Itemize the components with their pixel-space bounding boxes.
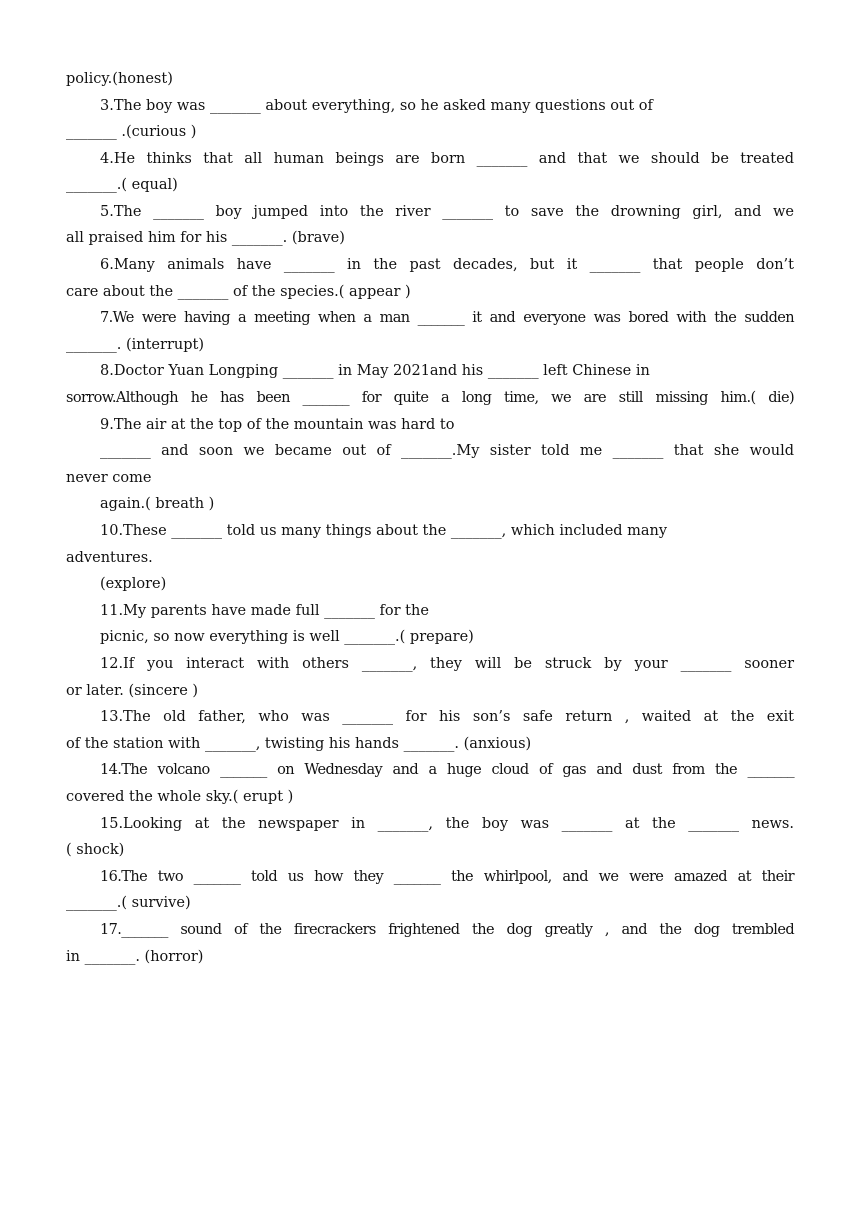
question-15-line-1: 15.Looking at the newspaper in _______, the boy was _______ at the _______ news. [100,816,794,832]
question-16-line-2: _______.( survive) [66,895,191,911]
question-9-line-2: _______ and soon we became out of _______.My sister told me _______ that she would [100,443,794,459]
question-11-line-1: 11.My parents have made full _______ for the [100,603,429,619]
question-3-line-2: _______ .(curious ) [66,124,197,140]
question-10-line-1: 10.These _______ told us many things about the _______, which included many [100,523,668,539]
question-5-line-2: all praised him for his _______. (brave) [66,230,345,246]
question-14-line-2: covered the whole sky.( erupt ) [66,789,294,805]
question-13-line-2: of the station with _______, twisting his hands _______. (anxious) [66,736,532,752]
question-16-line-1: 16.The two _______ told us how they _______ the whirlpool, and we were amazed at their [100,869,794,885]
question-11-line-2: picnic, so now everything is well _______.( prepare) [100,629,474,645]
question-6-line-2: care about the _______ of the species.( appear ) [66,284,411,300]
question-6-line-1: 6.Many animals have _______ in the past decades, but it _______ that people don’t [100,257,794,273]
question-4-line-1: 4.He thinks that all human beings are born _______ and that we should be treated [100,151,794,167]
question-4-line-2: _______.( equal) [66,177,178,193]
question-17-line-1: 17._______ sound of the firecrackers frightened the dog greatly , and the dog trembled [100,922,794,938]
question-8-line-2: sorrow.Although he has been _______ for quite a long time, we are still missing him.( die) [66,390,794,406]
text-line: policy.(honest) [66,71,173,87]
question-10-line-3: (explore) [100,576,167,592]
question-9-line-4: again.( breath ) [100,496,215,512]
question-12-line-2: or later. (sincere ) [66,683,199,699]
question-7-line-2: _______. (interrupt) [66,337,204,353]
question-8-line-1: 8.Doctor Yuan Longping _______ in May 2021and his _______ left Chinese in [100,363,650,379]
question-12-line-1: 12.If you interact with others _______, they will be struck by your _______ sooner [100,656,794,672]
question-9-line-3: never come [66,470,152,486]
question-7-line-1: 7.We were having a meeting when a man _______ it and everyone was bored with the sudden [100,310,794,326]
question-15-line-2: ( shock) [66,842,125,858]
question-14-line-1: 14.The volcano _______ on Wednesday and a huge cloud of gas and dust from the _______ [100,762,794,778]
question-13-line-1: 13.The old father, who was _______ for his son’s safe return , waited at the exit [100,709,794,725]
question-17-line-2: in _______. (horror) [66,949,204,965]
question-5-line-1: 5.The _______ boy jumped into the river _______ to save the drowning girl, and we [100,204,794,220]
question-9-line-1: 9.The air at the top of the mountain was hard to [100,417,455,433]
question-10-line-2: adventures. [66,550,153,566]
question-3-line-1: 3.The boy was _______ about everything, so he asked many questions out of [100,98,653,114]
